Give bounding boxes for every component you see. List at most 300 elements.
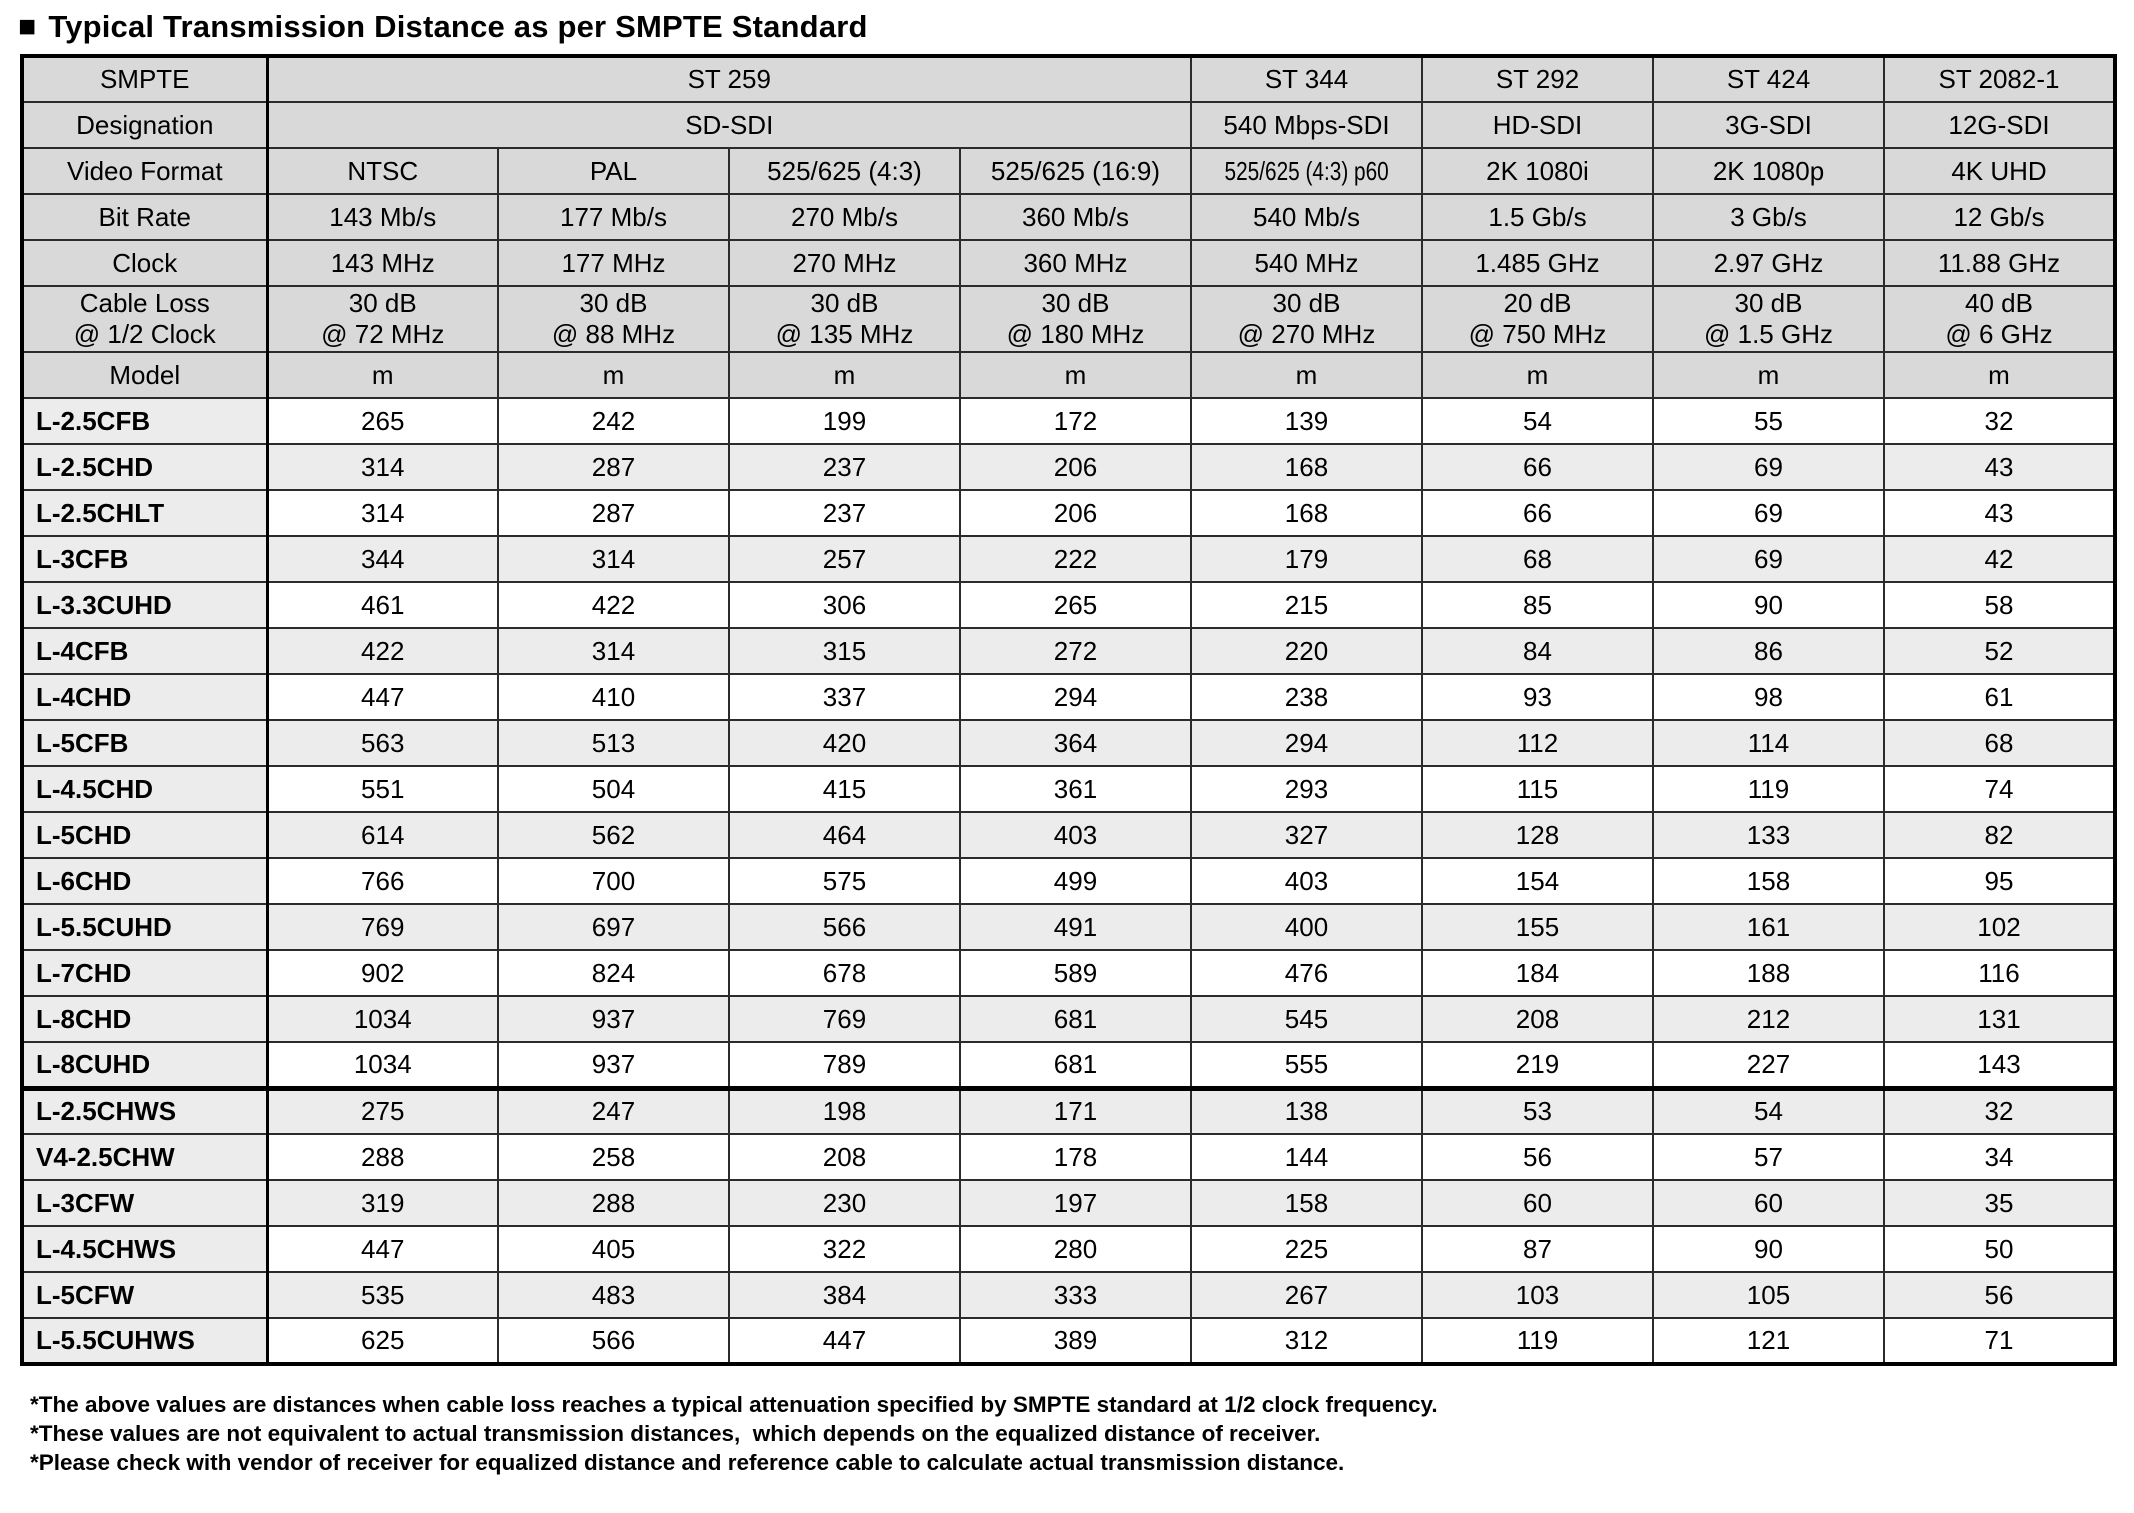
header-cell — [729, 148, 960, 194]
value-cell: 491 — [960, 904, 1191, 950]
header-cell — [1884, 194, 2115, 240]
header-cell — [267, 286, 498, 352]
value-cell: 198 — [729, 1088, 960, 1134]
value-cell: 238 — [1191, 674, 1422, 720]
value-cell: 265 — [267, 398, 498, 444]
cell-text: 1.485 GHz — [1475, 247, 1600, 278]
cell-text: m — [833, 359, 856, 390]
value-cell: 681 — [960, 996, 1191, 1042]
cell-text: 2K 1080i — [1486, 155, 1589, 186]
header-row-designation — [22, 102, 2115, 148]
value-cell: 344 — [267, 536, 498, 582]
value-cell: 513 — [498, 720, 729, 766]
value-cell: 288 — [267, 1134, 498, 1180]
footnote-line: *Please check with vendor of receiver for equalized distance and reference cable to calculate actual transmission distance. — [30, 1450, 1345, 1475]
header-cell — [960, 352, 1191, 398]
cell-text: m — [1757, 359, 1780, 390]
cell-text: 4K UHD — [1951, 155, 2047, 186]
value-cell: 422 — [267, 628, 498, 674]
row-label-cable-loss — [22, 286, 267, 352]
cell-text: @ 1/2 Clock — [73, 319, 216, 349]
cell-text: 3 Gb/s — [1730, 201, 1807, 232]
cell-text: @ 88 MHz — [551, 319, 676, 349]
value-cell: 420 — [729, 720, 960, 766]
header-cell — [1191, 194, 1422, 240]
value-cell: 314 — [498, 628, 729, 674]
cell-text: ST 424 — [1726, 64, 1811, 94]
value-cell: 364 — [960, 720, 1191, 766]
value-cell: 199 — [729, 398, 960, 444]
value-cell: 69 — [1653, 490, 1884, 536]
value-cell: 206 — [960, 490, 1191, 536]
value-cell: 566 — [498, 1318, 729, 1364]
value-cell: 476 — [1191, 950, 1422, 996]
value-cell: 287 — [498, 490, 729, 536]
value-cell: 447 — [267, 674, 498, 720]
cell-text: @ 1.5 GHz — [1704, 319, 1833, 349]
model-cell: L-2.5CHD — [22, 444, 267, 490]
cell-text: m — [1526, 359, 1549, 390]
header-cell — [498, 352, 729, 398]
value-cell: 555 — [1191, 1042, 1422, 1088]
value-cell: 314 — [267, 444, 498, 490]
value-cell: 112 — [1422, 720, 1653, 766]
table-row — [22, 1180, 2115, 1226]
value-cell: 625 — [267, 1318, 498, 1364]
value-cell: 447 — [729, 1318, 960, 1364]
footnote-line: *The above values are distances when cable loss reaches a typical attenuation specified by SMPTE standard at 1/2 clock frequency. — [30, 1392, 1438, 1417]
cell-text: 540 Mb/s — [1253, 201, 1360, 232]
value-cell: 258 — [498, 1134, 729, 1180]
value-cell: 280 — [960, 1226, 1191, 1272]
value-cell: 337 — [729, 674, 960, 720]
model-cell: L-3.3CUHD — [22, 582, 267, 628]
value-cell: 447 — [267, 1226, 498, 1272]
value-cell: 769 — [729, 996, 960, 1042]
cell-text: m — [371, 359, 394, 390]
value-cell: 68 — [1884, 720, 2115, 766]
cell-text: 30 dB — [810, 288, 879, 318]
model-cell: L-8CUHD — [22, 1042, 267, 1088]
header-cell — [960, 240, 1191, 286]
header-cell — [498, 240, 729, 286]
cell-text: 30 dB — [348, 288, 417, 318]
value-cell: 34 — [1884, 1134, 2115, 1180]
header-cell — [1422, 56, 1653, 102]
table-row — [22, 1042, 2115, 1088]
model-cell: L-2.5CHLT — [22, 490, 267, 536]
table-row — [22, 444, 2115, 490]
cell-text: ST 2082-1 — [1938, 64, 2060, 94]
value-cell: 90 — [1653, 582, 1884, 628]
cell-text: Video Format — [66, 155, 223, 186]
cell-text: 360 MHz — [1023, 247, 1128, 278]
cell-text: HD-SDI — [1492, 109, 1583, 140]
cell-text: m — [1064, 359, 1087, 390]
value-cell: 50 — [1884, 1226, 2115, 1272]
header-cell — [729, 352, 960, 398]
value-cell: 179 — [1191, 536, 1422, 582]
value-cell: 57 — [1653, 1134, 1884, 1180]
page-title-text: Typical Transmission Distance as per SMPTE Standard — [48, 9, 868, 44]
cell-text: PAL — [589, 155, 638, 186]
value-cell: 58 — [1884, 582, 2115, 628]
value-cell: 315 — [729, 628, 960, 674]
header-cell — [1884, 148, 2115, 194]
cell-text: 12G-SDI — [1948, 109, 2050, 140]
value-cell: 1034 — [267, 996, 498, 1042]
value-cell: 69 — [1653, 444, 1884, 490]
cell-text: 12 Gb/s — [1953, 201, 2045, 232]
cell-text: 177 Mb/s — [560, 201, 667, 232]
header-cell — [1884, 102, 2115, 148]
value-cell: 257 — [729, 536, 960, 582]
model-cell: L-2.5CFB — [22, 398, 267, 444]
cell-text: 30 dB — [1734, 288, 1803, 318]
cell-text: 540 Mbps-SDI — [1223, 109, 1390, 140]
model-cell: L-5CFB — [22, 720, 267, 766]
value-cell: 103 — [1422, 1272, 1653, 1318]
title-square-icon: ■ — [18, 10, 37, 43]
value-cell: 769 — [267, 904, 498, 950]
header-cell — [498, 194, 729, 240]
cell-text: @ 135 MHz — [775, 319, 914, 349]
value-cell: 82 — [1884, 812, 2115, 858]
row-label-bit-rate — [22, 194, 267, 240]
cell-text: 20 dB — [1503, 288, 1572, 318]
cell-text: Clock — [112, 247, 178, 278]
table-row — [22, 674, 2115, 720]
header-cell — [1191, 148, 1422, 194]
value-cell: 535 — [267, 1272, 498, 1318]
value-cell: 389 — [960, 1318, 1191, 1364]
header-cell — [1191, 56, 1422, 102]
value-cell: 56 — [1884, 1272, 2115, 1318]
value-cell: 208 — [1422, 996, 1653, 1042]
value-cell: 361 — [960, 766, 1191, 812]
footnotes — [30, 1390, 2134, 1477]
value-cell: 43 — [1884, 444, 2115, 490]
header-cell — [960, 286, 1191, 352]
table-row — [22, 1088, 2115, 1134]
value-cell: 43 — [1884, 490, 2115, 536]
value-cell: 90 — [1653, 1226, 1884, 1272]
cell-text: 30 dB — [1041, 288, 1110, 318]
value-cell: 144 — [1191, 1134, 1422, 1180]
value-cell: 678 — [729, 950, 960, 996]
cell-text: 525/625 (16:9) — [990, 155, 1161, 186]
value-cell: 312 — [1191, 1318, 1422, 1364]
model-cell: L-4.5CHD — [22, 766, 267, 812]
header-cell — [1422, 286, 1653, 352]
value-cell: 563 — [267, 720, 498, 766]
header-cell — [1653, 286, 1884, 352]
value-cell: 288 — [498, 1180, 729, 1226]
value-cell: 937 — [498, 996, 729, 1042]
value-cell: 208 — [729, 1134, 960, 1180]
value-cell: 314 — [267, 490, 498, 536]
value-cell: 197 — [960, 1180, 1191, 1226]
cell-text: 2K 1080p — [1712, 155, 1825, 186]
header-cell — [1422, 194, 1653, 240]
row-label-smpte — [22, 56, 267, 102]
smpte-transmission-distance-table — [20, 54, 2117, 1366]
value-cell: 184 — [1422, 950, 1653, 996]
table-row — [22, 858, 2115, 904]
value-cell: 71 — [1884, 1318, 2115, 1364]
model-cell: L-5CHD — [22, 812, 267, 858]
value-cell: 143 — [1884, 1042, 2115, 1088]
value-cell: 168 — [1191, 490, 1422, 536]
model-cell: L-4.5CHWS — [22, 1226, 267, 1272]
cell-text: 360 Mb/s — [1022, 201, 1129, 232]
header-cell — [267, 102, 1191, 148]
value-cell: 222 — [960, 536, 1191, 582]
value-cell: 275 — [267, 1088, 498, 1134]
header-cell — [729, 194, 960, 240]
header-cell — [1422, 102, 1653, 148]
value-cell: 937 — [498, 1042, 729, 1088]
header-row-video-format — [22, 148, 2115, 194]
value-cell: 54 — [1653, 1088, 1884, 1134]
model-cell: V4-2.5CHW — [22, 1134, 267, 1180]
model-cell: L-8CHD — [22, 996, 267, 1042]
value-cell: 422 — [498, 582, 729, 628]
value-cell: 483 — [498, 1272, 729, 1318]
table-row — [22, 628, 2115, 674]
value-cell: 84 — [1422, 628, 1653, 674]
value-cell: 824 — [498, 950, 729, 996]
value-cell: 60 — [1653, 1180, 1884, 1226]
header-cell — [1884, 240, 2115, 286]
header-cell — [1422, 352, 1653, 398]
value-cell: 215 — [1191, 582, 1422, 628]
value-cell: 415 — [729, 766, 960, 812]
value-cell: 267 — [1191, 1272, 1422, 1318]
cell-text: 11.88 GHz — [1937, 247, 2061, 278]
cell-text: m — [602, 359, 625, 390]
value-cell: 139 — [1191, 398, 1422, 444]
value-cell: 265 — [960, 582, 1191, 628]
value-cell: 400 — [1191, 904, 1422, 950]
footnote-line: *These values are not equivalent to actual transmission distances, which depends on the equalized distance of receiver. — [30, 1421, 1321, 1446]
header-cell — [1884, 56, 2115, 102]
value-cell: 138 — [1191, 1088, 1422, 1134]
cell-text: 40 dB — [1965, 288, 2033, 318]
value-cell: 172 — [960, 398, 1191, 444]
header-cell — [267, 148, 498, 194]
cell-text: ST 292 — [1495, 64, 1580, 94]
value-cell: 93 — [1422, 674, 1653, 720]
value-cell: 114 — [1653, 720, 1884, 766]
value-cell: 85 — [1422, 582, 1653, 628]
value-cell: 54 — [1422, 398, 1653, 444]
value-cell: 566 — [729, 904, 960, 950]
cell-text: @ 750 MHz — [1468, 319, 1607, 349]
value-cell: 225 — [1191, 1226, 1422, 1272]
cell-text: 525/625 (4:3) — [767, 155, 922, 186]
cell-text: @ 180 MHz — [1006, 319, 1145, 349]
header-cell — [267, 240, 498, 286]
value-cell: 287 — [498, 444, 729, 490]
value-cell: 1034 — [267, 1042, 498, 1088]
header-row-cable-loss — [22, 286, 2115, 352]
value-cell: 61 — [1884, 674, 2115, 720]
value-cell: 237 — [729, 490, 960, 536]
value-cell: 74 — [1884, 766, 2115, 812]
value-cell: 403 — [1191, 858, 1422, 904]
cell-text: 270 Mb/s — [791, 201, 898, 232]
value-cell: 86 — [1653, 628, 1884, 674]
header-cell — [1653, 352, 1884, 398]
header-cell — [267, 352, 498, 398]
value-cell: 105 — [1653, 1272, 1884, 1318]
value-cell: 158 — [1653, 858, 1884, 904]
value-cell: 322 — [729, 1226, 960, 1272]
value-cell: 294 — [960, 674, 1191, 720]
cell-text: ST 344 — [1264, 64, 1349, 94]
value-cell: 133 — [1653, 812, 1884, 858]
value-cell: 227 — [1653, 1042, 1884, 1088]
header-cell — [1191, 102, 1422, 148]
cell-text: SD-SDI — [685, 109, 774, 140]
cell-text: 540 MHz — [1254, 247, 1359, 278]
value-cell: 405 — [498, 1226, 729, 1272]
model-cell: L-5CFW — [22, 1272, 267, 1318]
table-row — [22, 766, 2115, 812]
cell-text: NTSC — [347, 155, 419, 186]
value-cell: 319 — [267, 1180, 498, 1226]
value-cell: 789 — [729, 1042, 960, 1088]
model-cell: L-5.5CUHWS — [22, 1318, 267, 1364]
cell-text: m — [1295, 359, 1318, 390]
value-cell: 464 — [729, 812, 960, 858]
cell-text: 143 MHz — [330, 247, 435, 278]
value-cell: 384 — [729, 1272, 960, 1318]
value-cell: 220 — [1191, 628, 1422, 674]
value-cell: 614 — [267, 812, 498, 858]
value-cell: 42 — [1884, 536, 2115, 582]
model-cell: L-6CHD — [22, 858, 267, 904]
value-cell: 66 — [1422, 490, 1653, 536]
value-cell: 32 — [1884, 398, 2115, 444]
value-cell: 95 — [1884, 858, 2115, 904]
cell-text: 270 MHz — [792, 247, 897, 278]
header-cell — [267, 194, 498, 240]
value-cell: 461 — [267, 582, 498, 628]
value-cell: 171 — [960, 1088, 1191, 1134]
cell-text: 177 MHz — [561, 247, 666, 278]
value-cell: 237 — [729, 444, 960, 490]
value-cell: 66 — [1422, 444, 1653, 490]
model-cell: L-4CHD — [22, 674, 267, 720]
value-cell: 53 — [1422, 1088, 1653, 1134]
value-cell: 56 — [1422, 1134, 1653, 1180]
table-row — [22, 950, 2115, 996]
table-row — [22, 536, 2115, 582]
value-cell: 306 — [729, 582, 960, 628]
header-cell — [1191, 352, 1422, 398]
header-cell — [498, 286, 729, 352]
header-cell — [1191, 286, 1422, 352]
table-body — [22, 398, 2115, 1364]
value-cell: 242 — [498, 398, 729, 444]
value-cell: 403 — [960, 812, 1191, 858]
table-row — [22, 1272, 2115, 1318]
value-cell: 128 — [1422, 812, 1653, 858]
row-label-model — [22, 352, 267, 398]
header-cell — [498, 148, 729, 194]
header-cell — [960, 148, 1191, 194]
value-cell: 766 — [267, 858, 498, 904]
value-cell: 504 — [498, 766, 729, 812]
table-row — [22, 1226, 2115, 1272]
table-row — [22, 720, 2115, 766]
header-row-model — [22, 352, 2115, 398]
value-cell: 589 — [960, 950, 1191, 996]
model-cell: L-2.5CHWS — [22, 1088, 267, 1134]
header-cell — [729, 240, 960, 286]
value-cell: 212 — [1653, 996, 1884, 1042]
value-cell: 551 — [267, 766, 498, 812]
value-cell: 219 — [1422, 1042, 1653, 1088]
value-cell: 697 — [498, 904, 729, 950]
value-cell: 700 — [498, 858, 729, 904]
cell-text: 525/625 (4:3) p60 — [1224, 155, 1389, 186]
value-cell: 168 — [1191, 444, 1422, 490]
value-cell: 545 — [1191, 996, 1422, 1042]
header-cell — [1653, 102, 1884, 148]
table-row — [22, 582, 2115, 628]
header-cell — [267, 56, 1191, 102]
table-row — [22, 490, 2115, 536]
value-cell: 188 — [1653, 950, 1884, 996]
value-cell: 119 — [1653, 766, 1884, 812]
cell-text: 2.97 GHz — [1713, 247, 1824, 278]
cell-text: m — [1988, 359, 2010, 390]
cell-text: 30 dB — [1272, 288, 1341, 318]
row-label-clock — [22, 240, 267, 286]
model-cell: L-5.5CUHD — [22, 904, 267, 950]
value-cell: 115 — [1422, 766, 1653, 812]
value-cell: 102 — [1884, 904, 2115, 950]
header-row-clock — [22, 240, 2115, 286]
table-row — [22, 904, 2115, 950]
header-cell — [960, 194, 1191, 240]
table-row — [22, 996, 2115, 1042]
value-cell: 60 — [1422, 1180, 1653, 1226]
model-cell: L-7CHD — [22, 950, 267, 996]
value-cell: 87 — [1422, 1226, 1653, 1272]
value-cell: 119 — [1422, 1318, 1653, 1364]
value-cell: 158 — [1191, 1180, 1422, 1226]
row-label-video-format — [22, 148, 267, 194]
page-title — [18, 9, 2134, 45]
cell-text: @ 6 GHz — [1945, 319, 2053, 349]
header-row-smpte — [22, 56, 2115, 102]
value-cell: 499 — [960, 858, 1191, 904]
model-cell: L-3CFW — [22, 1180, 267, 1226]
row-label-designation — [22, 102, 267, 148]
cell-text: 143 Mb/s — [329, 201, 437, 232]
value-cell: 272 — [960, 628, 1191, 674]
value-cell: 410 — [498, 674, 729, 720]
cell-text: 30 dB — [579, 288, 648, 318]
cell-text: ST 259 — [687, 64, 771, 94]
value-cell: 116 — [1884, 950, 2115, 996]
header-cell — [1884, 286, 2115, 352]
table-row — [22, 398, 2115, 444]
